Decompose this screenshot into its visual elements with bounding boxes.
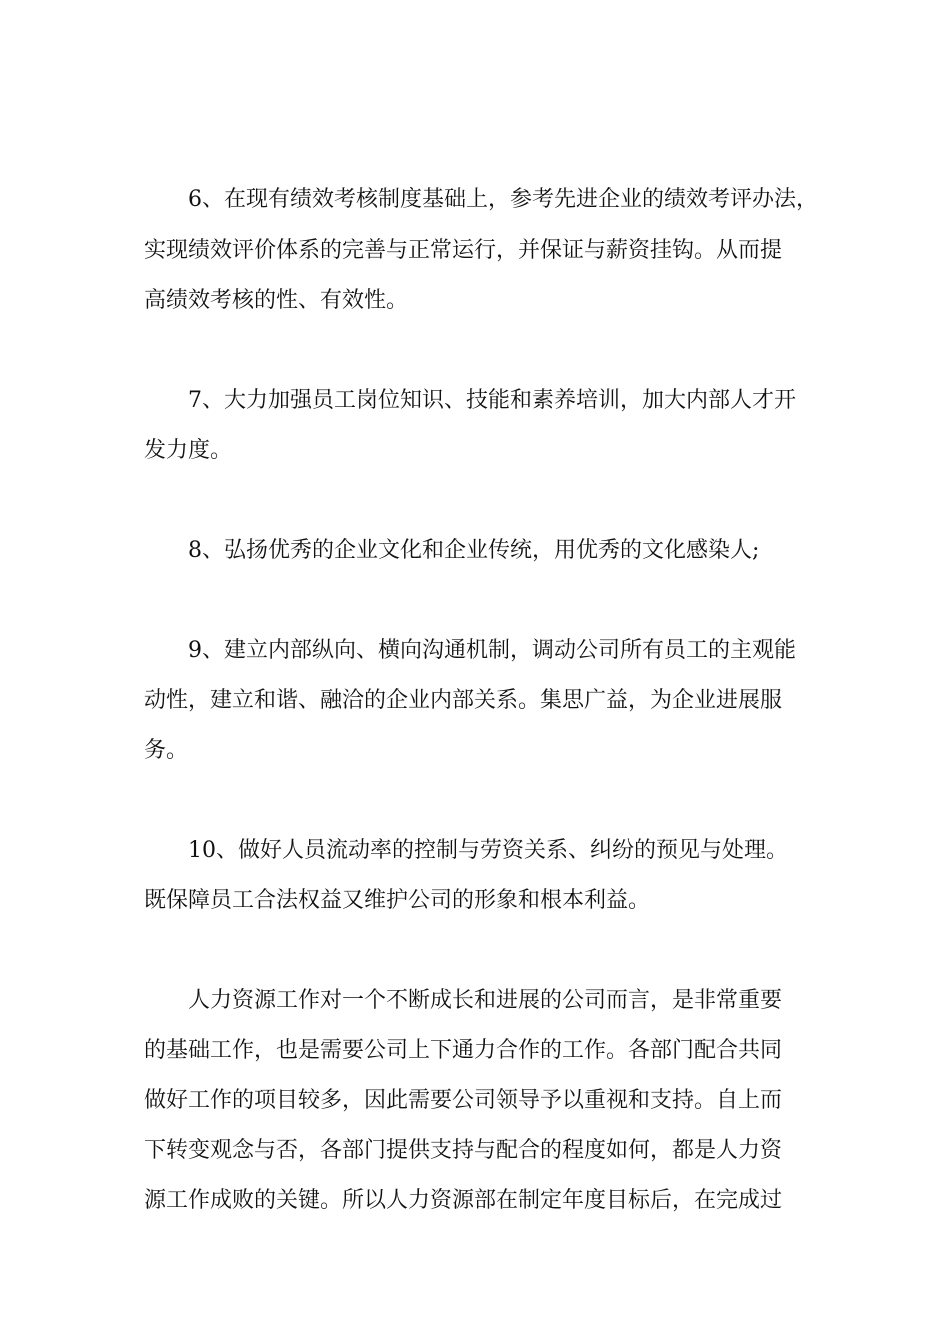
- paragraph-line: 发力度。: [144, 438, 233, 463]
- paragraph-line: 实现绩效评价体系的完善与正常运行，并保证与薪资挂钩。从而提: [144, 238, 783, 263]
- paragraph-line: 9、建立内部纵向、横向沟通机制，调动公司所有员工的主观能: [188, 638, 796, 663]
- paragraph-line: 下转变观念与否，各部门提供支持与配合的程度如何，都是人力资: [144, 1138, 783, 1163]
- paragraph-line: 高绩效考核的性、有效性。: [144, 288, 409, 313]
- paragraph-line: 既保障员工合法权益又维护公司的形象和根本利益。: [144, 888, 651, 913]
- paragraph-line: 8、弘扬优秀的企业文化和企业传统，用优秀的文化感染人;: [188, 538, 760, 563]
- paragraph-line: 10、做好人员流动率的控制与劳资关系、纠纷的预见与处理。: [188, 838, 788, 863]
- paragraph-line: 动性，建立和谐、融洽的企业内部关系。集思广益，为企业进展服: [144, 688, 783, 713]
- paragraph-line: 源工作成败的关键。所以人力资源部在制定年度目标后，在完成过: [144, 1188, 783, 1213]
- paragraph-line: 的基础工作，也是需要公司上下通力合作的工作。各部门配合共同: [144, 1038, 783, 1063]
- paragraph-line: 务。: [144, 738, 189, 763]
- paragraph-line: 人力资源工作对一个不断成长和进展的公司而言，是非常重要: [188, 988, 783, 1013]
- paragraph-line: 6、在现有绩效考核制度基础上，参考先进企业的绩效考评办法，: [188, 187, 818, 212]
- paragraph-line: 做好工作的项目较多，因此需要公司领导予以重视和支持。自上而: [144, 1088, 783, 1113]
- paragraph-line: 7、大力加强员工岗位知识、技能和素养培训，加大内部人才开: [188, 388, 796, 413]
